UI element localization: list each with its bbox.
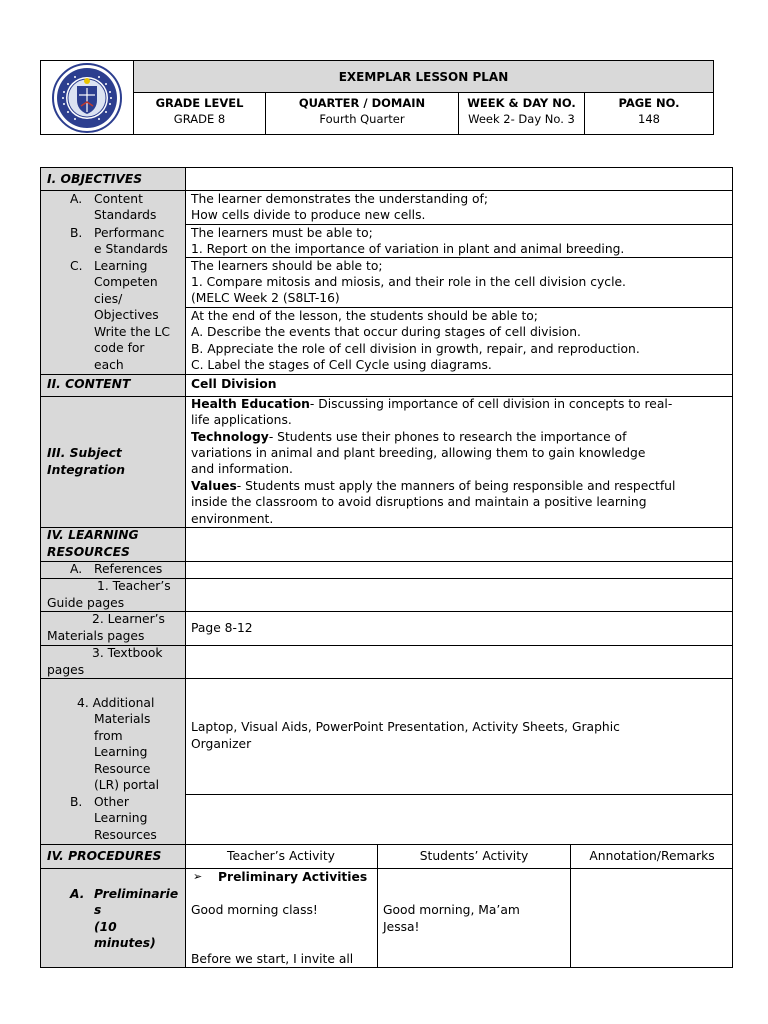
content-standards-label: Standards [94,208,157,222]
additional-materials-text: Organizer [191,737,252,751]
week-day-value: Week 2- Day No. 3 [468,112,575,126]
textbook-label: 3. Textbook [92,646,163,660]
preliminaries-label: minutes) [94,936,156,950]
other-resources-letter: B. [70,795,83,809]
technology-line [191,429,626,445]
performance-standards-text: The learners must be able to; [191,226,373,240]
bullet-arrow-icon: ➢ [193,870,203,883]
objective-c-letter: C. [70,259,83,273]
additional-materials-label: Materials [94,712,151,726]
health-education-line [191,396,672,412]
integration-heading: Integration [47,463,126,477]
resources-heading: RESOURCES [47,545,130,559]
additional-materials-label: Resource [94,762,151,776]
values-text: - Students must apply the manners of being responsible and respectful [236,479,676,493]
additional-materials-label: Learning [94,745,148,759]
seal-cell [41,61,134,134]
student-greeting: Good morning, Ma’am [383,903,520,917]
grade-level-label: GRADE LEVEL [155,96,244,110]
objective-a-letter: A. [70,192,83,206]
week-day-cell [459,93,585,134]
objectives-heading: I. OBJECTIVES [47,172,143,186]
health-education-label: Health Education [191,397,310,411]
page-no-label: PAGE NO. [618,96,680,110]
lesson-plan-table [40,167,733,968]
learning-competencies-label: Write the LC [94,325,170,339]
learners-materials-label: Materials pages [47,629,145,643]
grade-level-value: GRADE 8 [173,112,226,126]
other-resources-label: Resources [94,828,157,842]
learning-competencies-label: cies/ [94,292,123,306]
health-education-text: - Discussing importance of cell division in concepts to real- [309,397,673,411]
content-standards-label: Content [94,192,143,206]
teacher-greeting: Good morning class! [191,903,318,917]
content-heading: II. CONTENT [47,377,131,391]
preliminaries-label: (10 [94,920,117,934]
additional-materials-text: Laptop, Visual Aids, PowerPoint Presentation, Activity Sheets, Graphic [191,720,620,734]
other-resources-label: Learning [94,811,148,825]
row-divider [41,678,733,679]
document-title: EXEMPLAR LESSON PLAN [134,61,713,93]
learning-competencies-label: Learning [94,259,148,273]
row-divider [185,794,733,795]
page-no-value: 148 [638,112,660,126]
learning-competencies-label: Objectives [94,308,159,322]
teachers-activity-header: Teacher’s Activity [227,849,335,863]
row-divider [41,844,733,845]
learners-materials-pages: Page 8-12 [191,621,253,635]
week-day-label: WEEK & DAY NO. [467,96,576,110]
quarter-label: QUARTER / DOMAIN [298,96,426,110]
learning-competencies-label: code for [94,341,145,355]
values-label: Values [191,479,237,493]
preliminary-activities-title: Preliminary Activities [218,870,368,884]
objective-b-letter: B. [70,226,83,240]
quarter-value: Fourth Quarter [319,112,405,126]
teacher-invite: Before we start, I invite all [191,952,354,966]
learning-competencies-text: 1. Compare mitosis and miosis, and their role in the cell division cycle. [191,275,626,289]
additional-materials-label: 4. Additional [77,696,155,710]
additional-materials-label: (LR) portal [94,778,160,792]
lesson-objectives-text: C. Label the stages of Cell Cycle using diagrams. [191,358,492,372]
grade-level-cell [134,93,266,134]
resources-heading: IV. LEARNING [47,528,139,542]
learning-competencies-text: The learners should be able to; [191,259,383,273]
preliminaries-label-bg [41,868,185,967]
preliminaries-label: s [94,903,102,917]
references-letter: A. [70,562,83,576]
quarter-cell [266,93,459,134]
learning-competencies-label: Competen [94,275,158,289]
students-activity-header: Students’ Activity [419,849,529,863]
content-standards-text: How cells divide to produce new cells. [191,208,426,222]
references-label: References [94,562,163,576]
values-text: inside the classroom to avoid disruptions and maintain a positive learning [191,495,647,509]
textbook-label: pages [47,663,85,677]
other-resources-label: Other [94,795,129,809]
content-standards-text: The learner demonstrates the understanding of; [191,192,489,206]
values-text: environment. [191,512,274,526]
procedures-heading: IV. PROCEDURES [47,849,162,863]
preliminaries-letter: A. [70,887,85,901]
row-divider [41,527,733,528]
technology-text: variations in animal and plant breeding, allowing them to gain knowledge [191,446,646,460]
learning-competencies-label: each [94,358,124,372]
learners-materials-label: 2. Learner’s [92,612,165,626]
row-divider [41,868,733,869]
performance-standards-label: e Standards [94,242,168,256]
annotation-remarks-header: Annotation/Remarks [589,849,715,863]
lesson-plan-header [40,60,714,135]
page-no-cell [585,93,713,134]
teachers-guide-label: 1. Teacher’s [97,579,171,593]
values-line [191,478,675,494]
deped-seal-icon [51,62,123,134]
melc-code: (MELC Week 2 (S8LT-16) [191,291,340,305]
lesson-objectives-text: A. Describe the events that occur during stages of cell division. [191,325,581,339]
lesson-objectives-text: B. Appreciate the role of cell division in growth, repair, and reproduction. [191,342,640,356]
technology-text: - Students use their phones to research the importance of [268,430,627,444]
lesson-objectives-text: At the end of the lesson, the students should be able to; [191,309,538,323]
teachers-guide-label: Guide pages [47,596,125,610]
student-greeting: Jessa! [383,920,420,934]
performance-standards-label: Performanc [94,226,165,240]
technology-label: Technology [191,430,269,444]
additional-materials-label: from [94,729,123,743]
performance-standards-text: 1. Report on the importance of variation in plant and animal breeding. [191,242,625,256]
row-divider [41,374,733,375]
technology-text: and information. [191,462,293,476]
preliminaries-label: Preliminarie [94,887,179,901]
health-education-text: life applications. [191,413,292,427]
integration-heading: III. Subject [47,446,122,460]
content-value: Cell Division [191,377,277,391]
